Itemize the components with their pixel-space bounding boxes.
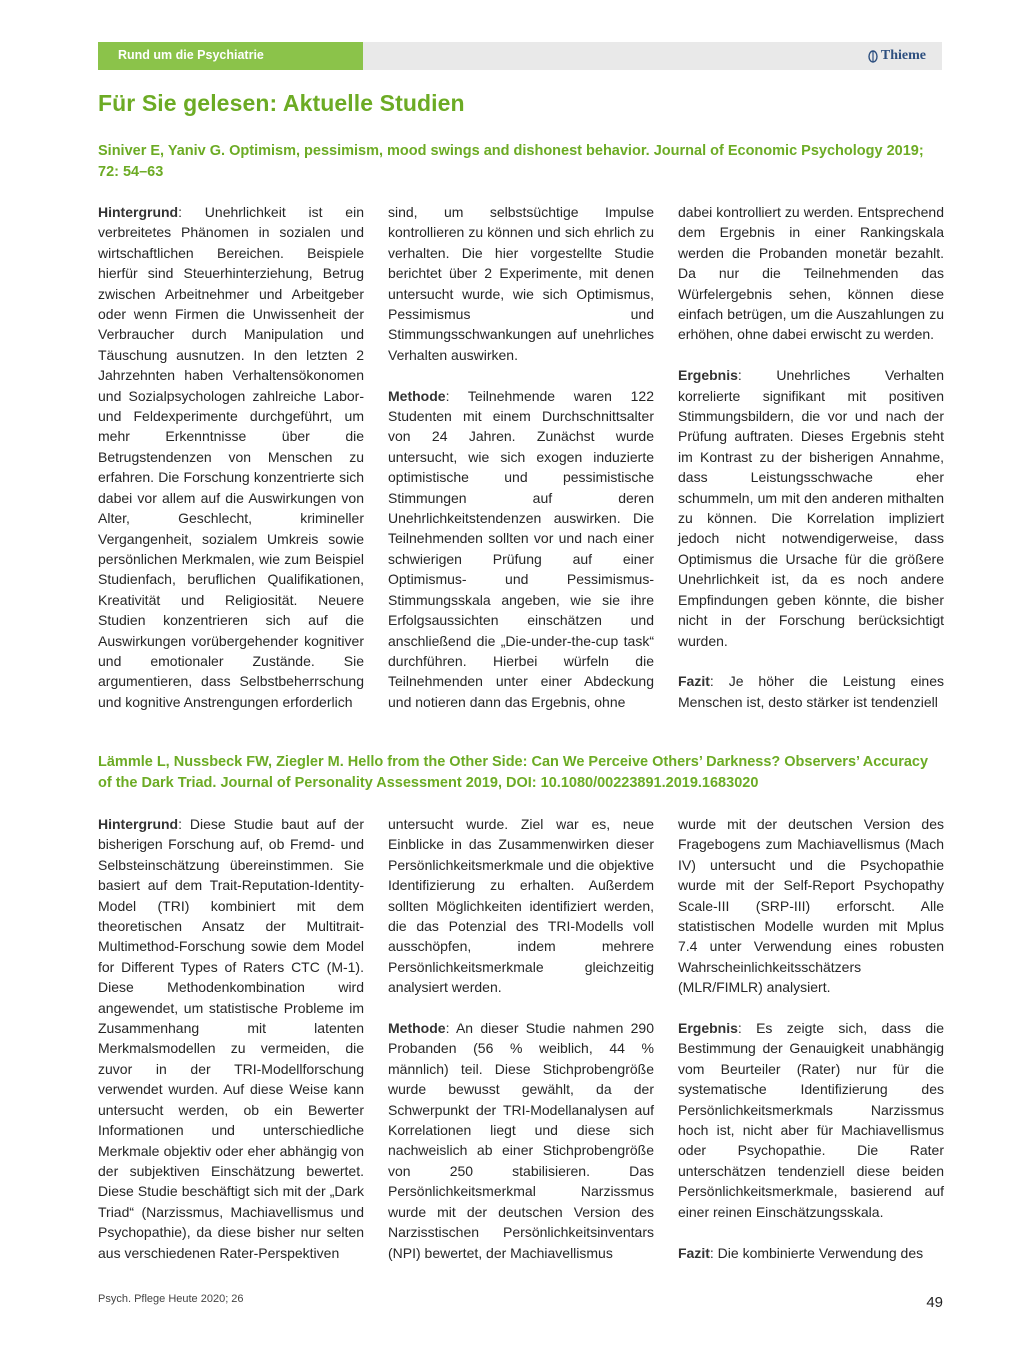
article-2-body	[98, 814, 944, 1264]
article-2-hintergrund	[388, 814, 654, 998]
publisher-brand	[868, 48, 926, 64]
fazit-text: : Die kombinierte Verwendung des	[709, 1244, 924, 1261]
fazit-label: Fazit	[678, 1244, 710, 1261]
hintergrund-label: Hintergrund	[98, 816, 179, 832]
article-1-column-2	[388, 202, 654, 714]
methode-text: dabei kontrolliert zu werden. Entsprechend dem Ergebnis in einer Rankingskala werden die Probanden monetär bezahlt. Da nur die Teilnehmenden das Würfelergebnis sehen, können diese einfach betrügen, um die Auszahlungen zu erhöhen, ohne dabei erwischt zu werden.	[678, 204, 944, 343]
article-1-column-1	[98, 202, 364, 714]
article-1-hintergrund	[98, 202, 364, 712]
footer-journal: Psych. Pflege Heute 2020; 26	[98, 1293, 244, 1305]
methode-text: wurde mit der deutschen Version des Fragebogens zum Machiavellismus (Mach IV) untersucht und die Psychopathie wurde mit der Self-Report Psychopathy Scale-III (SRP-III) erforscht. Alle statistischen Modelle wurden mit Mplus 7.4 unter Verwendung eines robusten Wahrscheinlichkeitsschätzers (MLR/FIMLR) analysiert.	[678, 816, 944, 996]
article-1-citation: Siniver E, Yaniv G. Optimism, pessimism, mood swings and dishonest behavior. Journal of Economic Psychology 2019; 72: 54–63	[98, 143, 924, 180]
ergebnis-text: : Unehrliches Verhalten korrelierte signifikant mit positiven Stimmungsbildern, die vor und nach der Prüfung auftraten. Dieses Ergebnis steht im Kontrast zu der bisherigen Annahme, dass Leistungsschwache eher schummeln, um mit den anderen mithalten zu können. Die Korrelation impliziert jedoch nicht notwendigerweise, dass Optimismus die Ursache für die größere Unehrlichkeit ist, da es noch andere Empfindungen geben könnte, die bisher nicht in der Forschung berücksichtigt wurden.	[678, 367, 944, 649]
hintergrund-text: : Diese Studie baut auf der bisherigen Forschung auf, ob Fremd- und Selbsteinschätzung übereinstimmen. Sie basiert auf dem Trait-Reputation-Identity-Model (TRI) kombiniert mit dem theoretischen Ansatz der Multitrait-Multimethod-Forschung sowie dem Model for Different Types of Raters CTC (M-1). Diese Methodenkombination wird angewendet, um statistische Probleme im Zusammenhang mit latenten Merkmalsmodellen zu vermeiden, die zuvor in der TRI-Modellforschung verwendet wurden. Auf diese Weise kann untersucht werden, ob ein Bewerter Informationen und unterschiedliche Merkmale objektiv oder eher abhängig von der subjektiven Einschätzung bewertet. Diese Studie beschäftigt sich mit der „Dark Triad“ (Narzissmus, Machiavellismus und Psychopathie), da diese bisher nur selten aus verschiedenen Rater-Perspektiven	[98, 816, 364, 1261]
methode-label: Methode	[388, 1020, 446, 1037]
header-bar	[98, 42, 942, 70]
section-label: Rund um die Psychiatrie	[98, 42, 363, 70]
thieme-logo-icon	[868, 50, 878, 63]
article-2-fazit	[678, 1243, 944, 1263]
article-1-methode	[388, 386, 654, 713]
hintergrund-label: Hintergrund	[98, 204, 179, 220]
publisher-name: Thieme	[880, 48, 926, 63]
article-2-ergebnis	[678, 1018, 944, 1222]
article-2-column-3	[678, 814, 944, 1264]
ergebnis-label: Ergebnis	[678, 1020, 738, 1037]
brand-strip	[363, 42, 942, 70]
fazit-text: : Je höher die Leistung eines Menschen ist, desto stärker ist tendenziell	[678, 673, 944, 710]
methode-label: Methode	[388, 387, 446, 404]
article-2-methode	[388, 1018, 654, 1263]
article-1-ergebnis	[678, 365, 944, 651]
ergebnis-text: : Es zeigte sich, dass die Bestimmung der Genauigkeit unabhängig vom Beurteiler (Rater) nur für die systematische Identifizierung des Persönlichkeitsmerkmals Narzissmus hoch ist, nicht aber für Machiavellismus oder Psychopathie. Die Rater unterschätzen tendenziell diese beiden Persönlichkeitsmerkmale, basierend auf einer reinen Einschätzungsskala.	[678, 1020, 944, 1220]
article-1-fazit	[678, 671, 944, 712]
article-1-column-3	[678, 202, 944, 714]
methode-text: : An dieser Studie nahmen 290 Probanden (56 % weiblich, 44 % männlich) teil. Diese Stichprobengröße wurde bewusst gewählt, da der Schwerpunkt der TRI-Modellanalysen auf Korrelationen liegt und diese sich nachweislich ab einer Stichprobengröße von 250 stabilisieren. Das Persönlichkeitsmerkmal Narzissmus wurde mit der deutschen Version des Narzisstischen Persönlichkeitsinventars (NPI) bewertet, der Machiavellismus	[388, 1020, 654, 1261]
article-2-column-1	[98, 814, 364, 1264]
hintergrund-text: : Unehrlichkeit ist ein verbreitetes Phänomen in sozialen und wirtschaftlichen Bereichen. Beispiele hierfür sind Steuerhinterziehung, Betrug zwischen Arbeitnehmer und Arbeitgeber oder wenn Firmen die Unwissenheit der Verbraucher durch Manipulation und Täuschung ausnutzen. In den letzten 2 Jahrzehnten haben Verhaltensökonomen und Sozialpsychologen zahlreiche Labor- und Feldexperimente durchgeführt, um mehr Erkenntnisse über die Betrugstendenzen von Menschen zu erfahren. Die Forschung konzentrierte sich dabei vor allem auf die Auswirkungen von Alter, Geschlecht, krimineller Vergangenheit, sozialem Umkreis sowie persönlichen Merkmalen, wie zum Beispiel Studienfach, beruflichen Qualifikationen, Kreativität und Religiosität. Neuere Studien konzentrieren sich auf die Auswirkungen vorübergehender kognitiver und emotionaler Zustände. Sie argumentieren, dass Selbstbeherrschung und kognitive Anstrengungen erforderlich	[98, 204, 364, 710]
article-2-hintergrund	[98, 814, 364, 1263]
fazit-label: Fazit	[678, 673, 710, 690]
page-title: Für Sie gelesen: Aktuelle Studien	[98, 90, 465, 116]
article-2-citation: Lämmle L, Nussbeck FW, Ziegler M. Hello from the Other Side: Can We Perceive Others’ Darkness? Observers’ Accuracy of the Dark Triad. Journal of Personality Assessment 2019, DOI: 10.1080/00223891.2019.1683020	[98, 754, 929, 791]
article-2-column-2	[388, 814, 654, 1264]
ergebnis-label: Ergebnis	[678, 367, 738, 384]
article-1-body	[98, 202, 944, 714]
hintergrund-text: untersucht wurde. Ziel war es, neue Einblicke in das Zusammenwirken dieser Persönlichkeitsmerkmale und die objektive Identifizierung zu erhalten. Außerdem sollten Möglichkeiten identifiziert werden, die das Potenzial des TRI-Modells voll ausschöpfen, indem mehrere Persönlichkeitsmerkmale gleichzeitig analysiert werden.	[388, 816, 654, 996]
article-2-methode	[678, 814, 944, 998]
methode-text: : Teilnehmende waren 122 Studenten mit einem Durchschnittsalter von 24 Jahren. Zunächst wurde untersucht, wie sich exogen induzierte optimistische und pessimistische Stimmungen auf deren Unehrlichkeitstendenzen auswirken. Die Teilnehmenden sollten vor und nach einer schwierigen Prüfung auf einer Optimismus- und Pessimismus-Stimmungsskala angeben, wie sie ihre Erfolgsaussichten einschätzen und anschließend die „Die-under-the-cup task“ durchführen. Hierbei würfeln die Teilnehmenden unter einer Abdeckung und notieren dann das Ergebnis, ohne	[388, 387, 654, 710]
article-1-hintergrund	[388, 202, 654, 365]
page-number: 49	[926, 1294, 943, 1311]
article-1-methode	[678, 202, 944, 345]
hintergrund-text: sind, um selbstsüchtige Impulse kontrollieren zu können und sich ehrlich zu verhalten. Die hier vorgestellte Studie berichtet über 2 Experimente, mit denen untersucht wurde, wie sich Optimismus, Pessimismus und Stimmungsschwankungen auf unehrliches Verhalten auswirken.	[388, 204, 654, 363]
